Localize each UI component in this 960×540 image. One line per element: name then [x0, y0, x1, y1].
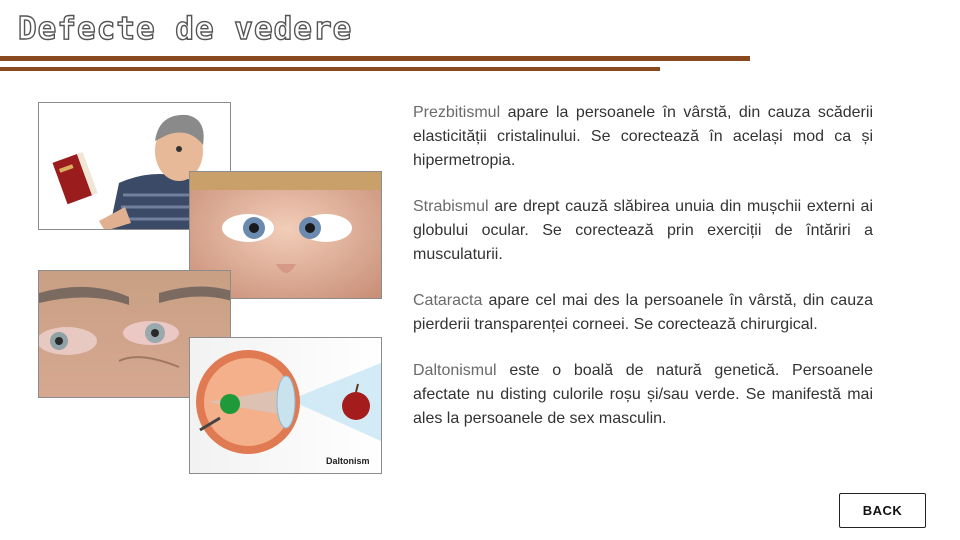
strabismus-text: are drept cauză slăbirea unuia din mușchii externi ai globului ocular. Se corectează prin exerciții de întăriri a musculaturii. — [413, 198, 873, 263]
daltonism-text: este o boală de natură genetică. Persoanele afectate nu disting culorile roșu și/sau verde. Se manifestă mai ales la persoanele de sex masculin. — [413, 362, 873, 427]
daltonism-term: Daltonismul — [413, 362, 497, 379]
daltonism-label: Daltonism — [326, 456, 370, 466]
presbyopia-text: apare la persoanele în vârstă, din cauza scăderii elasticității cristalinului. Se corectează în același mod ca și hipermetropia. — [413, 104, 873, 169]
cataract-term: Cataracta — [413, 292, 483, 309]
presbyopia-paragraph — [413, 101, 873, 173]
title-rule-top — [0, 56, 750, 61]
cataract-paragraph — [413, 289, 873, 337]
page-title: Defecte de vedere — [18, 11, 353, 47]
back-button[interactable]: BACK — [839, 493, 926, 528]
presbyopia-term: Prezbitismul — [413, 104, 501, 121]
strabismus-term: Strabismul — [413, 198, 489, 215]
daltonism-diagram — [189, 337, 382, 474]
strabismus-paragraph — [413, 195, 873, 267]
text-column — [413, 101, 873, 453]
daltonism-paragraph — [413, 359, 873, 431]
cataract-text: apare cel mai des la persoanele în vârstă, din cauza pierderii transparenței corneei. Se corectează chirurgical. — [413, 292, 873, 333]
title-rule-bottom — [0, 67, 660, 71]
